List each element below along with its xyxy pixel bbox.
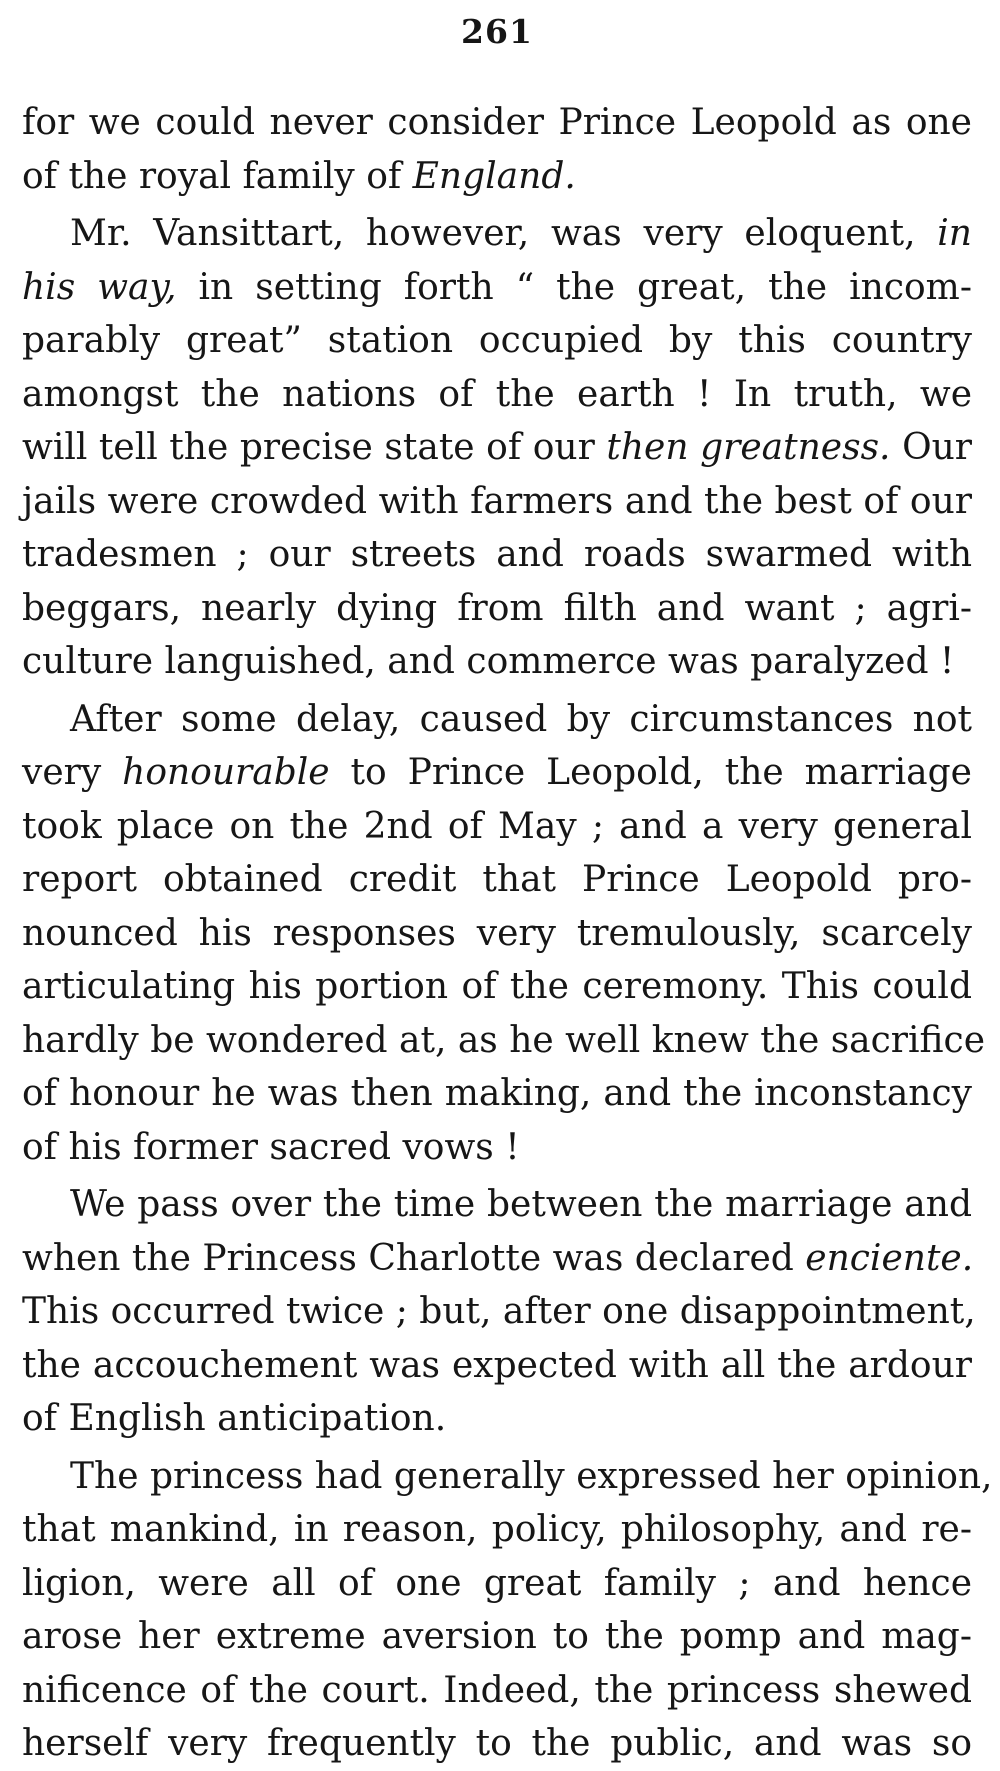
text-run: herself very frequently to the public, and was so xyxy=(22,1723,972,1764)
text-run: parably great” station occupied by this country xyxy=(22,320,972,361)
text-line xyxy=(22,582,972,636)
text-run: amongst the nations of the earth ! In truth, we xyxy=(22,373,972,415)
italic-text: enciente. xyxy=(805,1237,974,1279)
text-line xyxy=(22,800,972,854)
text-run: hardly be wondered at, as he well knew the sacrifice xyxy=(22,1019,985,1061)
book-page xyxy=(22,0,993,1768)
paragraph xyxy=(22,96,972,203)
text-line xyxy=(22,421,972,475)
text-run: Our xyxy=(890,427,972,468)
text-run: jails were crowded with farmers and the best of our xyxy=(22,480,972,522)
paragraph xyxy=(22,1178,976,1446)
text-line xyxy=(22,150,972,204)
text-line xyxy=(22,207,972,261)
paragraph xyxy=(22,693,985,1175)
text-run: beggars, nearly dying from filth and want ; agri- xyxy=(22,587,972,629)
text-line xyxy=(22,1392,972,1446)
text-line xyxy=(22,1014,985,1068)
text-line xyxy=(22,314,972,368)
text-line xyxy=(22,1664,972,1718)
text-run: to Prince Leopold, the marriage xyxy=(329,752,972,793)
text-line xyxy=(22,1610,972,1664)
text-run: in setting forth “ the great, the incom- xyxy=(176,266,972,308)
text-run: of his former sacred vows ! xyxy=(22,1126,520,1168)
text-line xyxy=(22,1121,972,1175)
text-run: when the Princess Charlotte was declared xyxy=(22,1237,806,1279)
text-run: tradesmen ; our streets and roads swarmed with xyxy=(22,534,972,575)
text-run: the accouchement was expected with all the ardour xyxy=(22,1344,972,1386)
text-line xyxy=(22,1557,972,1611)
text-run: Mr. Vansittart, however, was very eloquent, xyxy=(70,213,938,254)
text-line xyxy=(22,1178,972,1232)
text-line xyxy=(22,528,972,582)
text-line xyxy=(22,1717,972,1771)
text-run: arose her extreme aversion to the pomp and mag- xyxy=(22,1616,972,1657)
text-run: very xyxy=(22,752,123,793)
text-line xyxy=(22,746,972,800)
text-run: nounced his responses very tremulously, scarcely xyxy=(22,912,972,954)
text-run: report obtained credit that Prince Leopold pro- xyxy=(22,859,972,900)
text-run: articulating his portion of the ceremony. This could xyxy=(22,966,972,1007)
text-line xyxy=(22,693,972,747)
text-line xyxy=(22,1232,972,1286)
text-run: culture languished, and commerce was paralyzed ! xyxy=(22,641,955,682)
text-line xyxy=(22,635,972,689)
text-run: ligion, were all of one great family ; and hence xyxy=(22,1562,972,1604)
text-line xyxy=(22,368,972,422)
text-run: for we could never consider Prince Leopold as one xyxy=(22,102,972,143)
text-run: that mankind, in reason, policy, philosophy, and re- xyxy=(22,1509,972,1550)
text-run: of honour he was then making, and the inconstancy xyxy=(22,1073,972,1114)
text-run: We pass over the time between the marriage and xyxy=(70,1184,972,1225)
italic-text: England. xyxy=(412,155,576,197)
text-line xyxy=(22,261,972,315)
text-run: will tell the precise state of our xyxy=(22,427,607,468)
text-run: took place on the 2nd of May ; and a very general xyxy=(22,805,972,847)
italic-text: then greatness. xyxy=(606,427,891,468)
text-run: The princess had generally expressed her opinion, xyxy=(70,1455,993,1497)
italic-text: in xyxy=(937,213,972,254)
italic-text: honourable xyxy=(122,752,330,793)
text-line xyxy=(22,96,972,150)
text-run: of English anticipation. xyxy=(22,1398,447,1439)
text-line xyxy=(22,1450,993,1504)
text-run: After some delay, caused by circumstances not xyxy=(70,698,972,740)
text-line xyxy=(22,960,972,1014)
text-line xyxy=(22,475,972,529)
text-line xyxy=(22,1067,972,1121)
page-body-text xyxy=(22,96,993,1771)
text-run: This occurred twice ; but, after one disappointment, xyxy=(22,1291,976,1332)
text-line xyxy=(22,1503,972,1557)
page-number: 261 xyxy=(461,12,533,51)
text-line xyxy=(22,907,972,961)
paragraph xyxy=(22,207,972,689)
paragraph xyxy=(22,1450,993,1771)
text-run: of the royal family of xyxy=(22,155,413,197)
text-run: nificence of the court. Indeed, the princess shewed xyxy=(22,1669,972,1711)
italic-text: his way, xyxy=(22,266,177,308)
text-line xyxy=(22,853,972,907)
text-line xyxy=(22,1285,976,1339)
text-line xyxy=(22,1339,972,1393)
